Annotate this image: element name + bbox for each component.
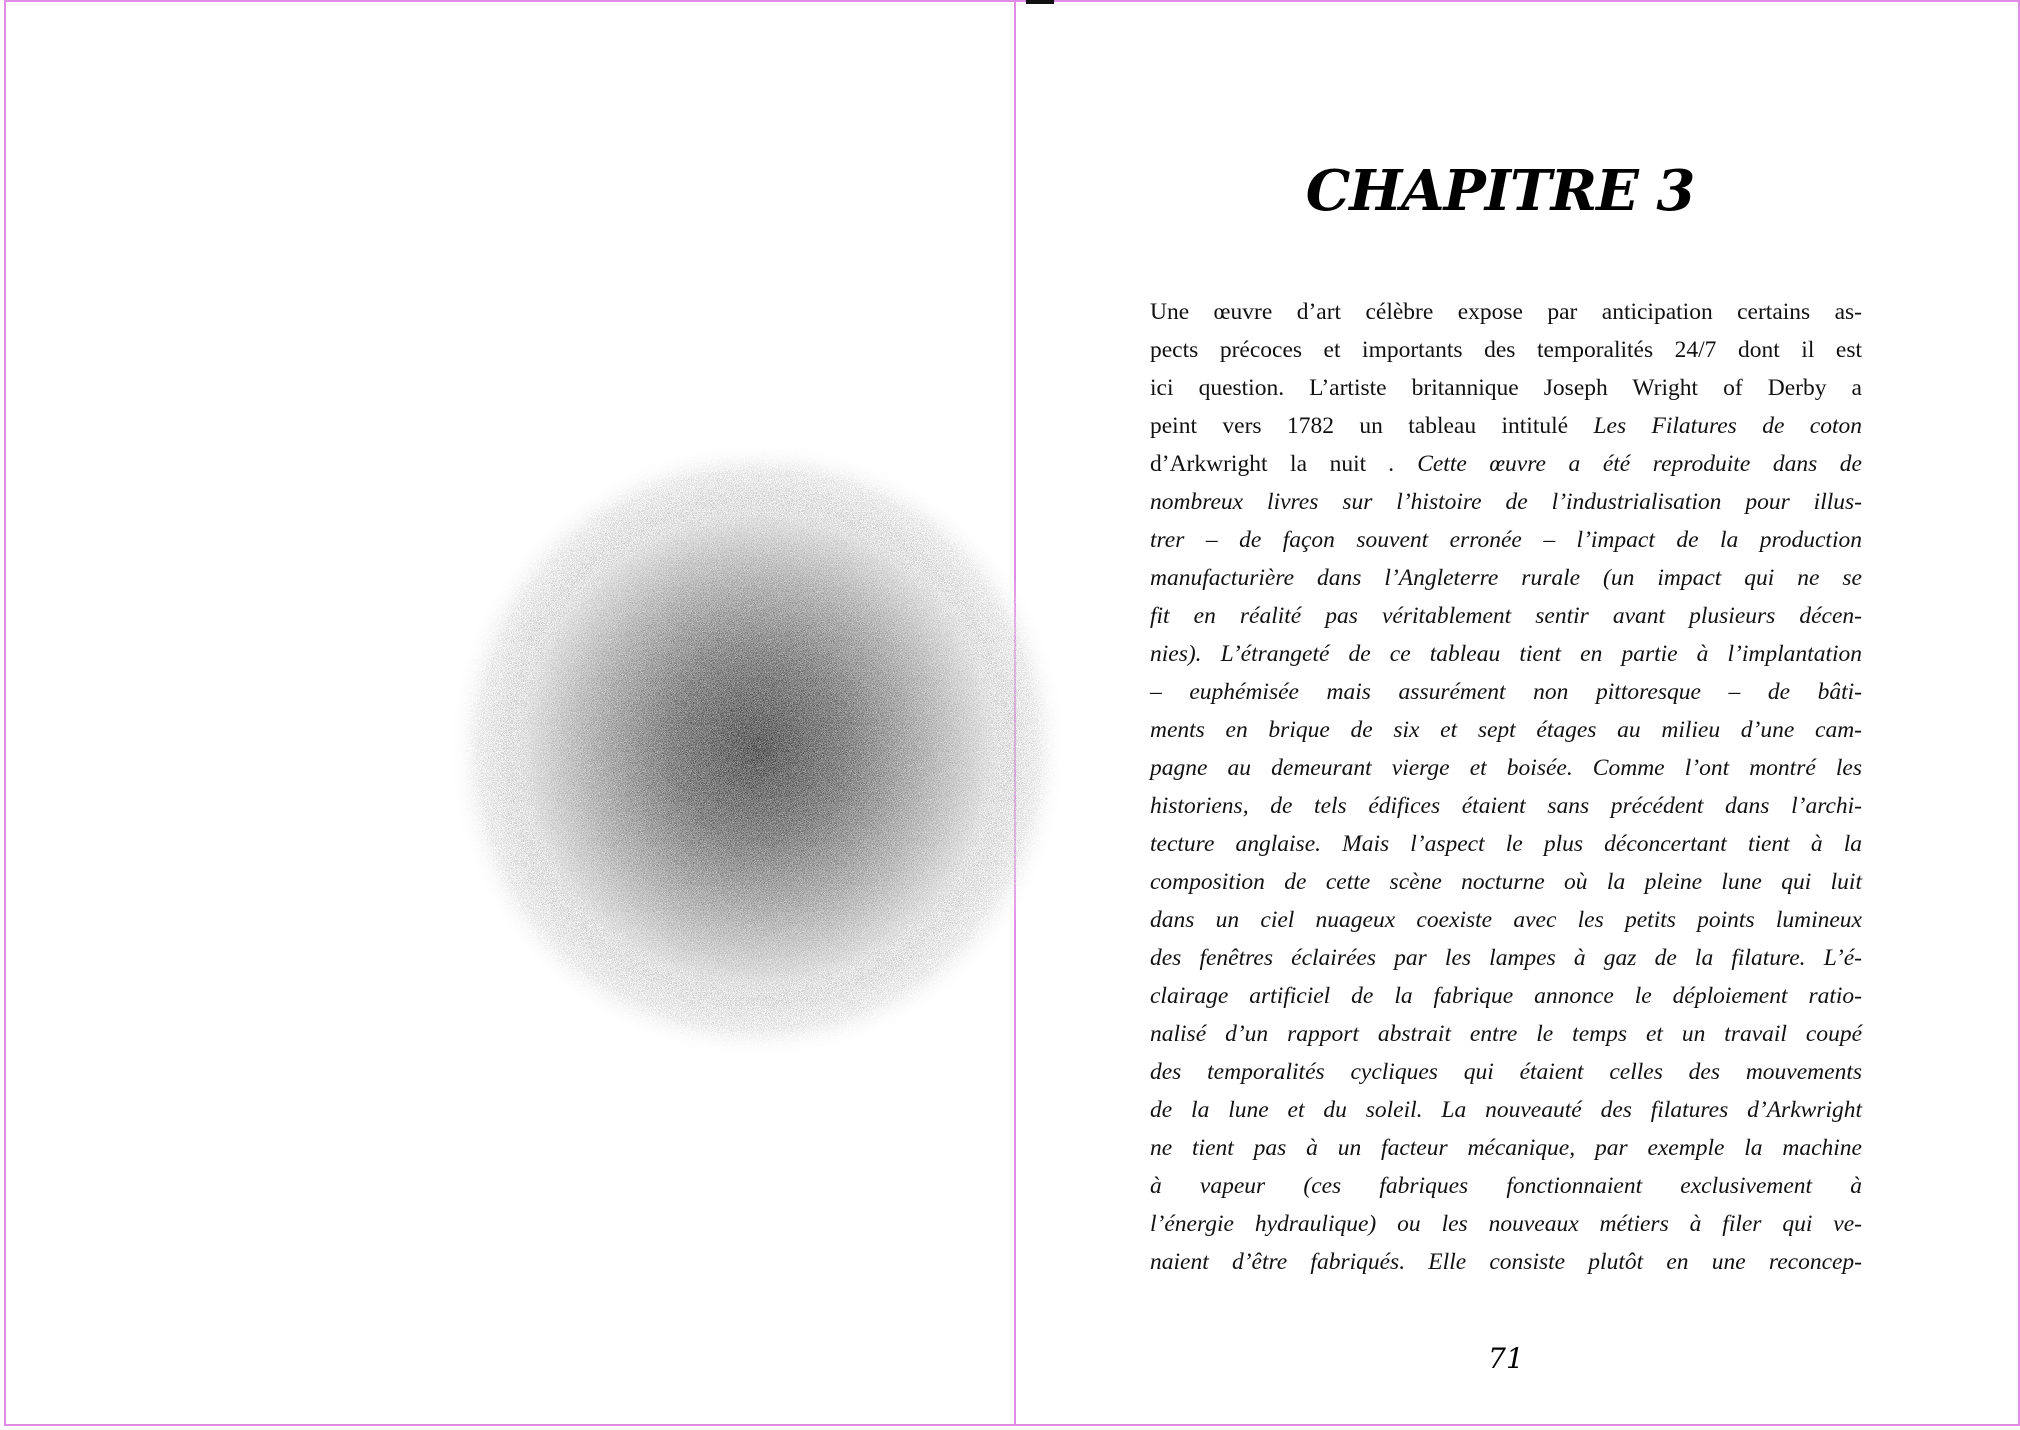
- text-line: nombreux livres sur l’histoire de l’industrialisation pour illus-: [1150, 489, 1862, 515]
- text-line: nalisé d’un rapport abstrait entre le temps et un travail coupé: [1150, 1021, 1862, 1047]
- text-line: peint vers 1782 un tableau intitulé Les Filatures de coton: [1150, 413, 1862, 439]
- body-text: [1150, 293, 1862, 1281]
- text-line: composition de cette scène nocturne où la pleine lune qui luit: [1150, 869, 1862, 895]
- text-line: des fenêtres éclairées par les lampes à gaz de la filature. L’é-: [1150, 945, 1862, 971]
- text-line: Une œuvre d’art célèbre expose par anticipation certains as-: [1150, 299, 1862, 325]
- text-line: des temporalités cycliques qui étaient celles des mouvements: [1150, 1059, 1862, 1085]
- text-line: de la lune et du soleil. La nouveauté des filatures d’Arkwright: [1150, 1097, 1862, 1123]
- text-line: fit en réalité pas véritablement sentir avant plusieurs décen-: [1150, 603, 1862, 629]
- text-line: l’énergie hydraulique) ou les nouveaux métiers à filer qui ve-: [1150, 1211, 1862, 1237]
- text-line: tecture anglaise. Mais l’aspect le plus déconcertant tient à la: [1150, 831, 1862, 857]
- text-line: trer – de façon souvent erronée – l’impact de la production: [1150, 527, 1862, 553]
- page-number: 71: [1488, 1342, 1524, 1375]
- text-line: clairage artificiel de la fabrique annonce le déploiement ratio-: [1150, 983, 1862, 1009]
- text-line: nies). L’étrangeté de ce tableau tient en partie à l’implantation: [1150, 641, 1862, 667]
- text-line: pagne au demeurant vierge et boisée. Comme l’ont montré les: [1150, 755, 1862, 781]
- text-line: à vapeur (ces fabriques fonctionnaient exclusivement à: [1150, 1173, 1862, 1199]
- text-line: dans un ciel nuageux coexiste avec les petits points lumineux: [1150, 907, 1862, 933]
- halftone-moon-illustration: [448, 430, 1068, 1070]
- text-line: d’Arkwright la nuit . Cette œuvre a été reproduite dans de: [1150, 451, 1862, 477]
- text-line: naient d’être fabriqués. Elle consiste plutôt en une reconcep-: [1150, 1249, 1862, 1275]
- text-line: ments en brique de six et sept étages au milieu d’une cam-: [1150, 717, 1862, 743]
- text-line: manufacturière dans l’Angleterre rurale (un impact qui ne se: [1150, 565, 1862, 591]
- spine-mark: [1026, 0, 1054, 4]
- text-line: pects précoces et importants des temporalités 24/7 dont il est: [1150, 337, 1862, 363]
- text-line: historiens, de tels édifices étaient sans précédent dans l’archi-: [1150, 793, 1862, 819]
- text-line: ici question. L’artiste britannique Joseph Wright of Derby a: [1150, 375, 1862, 401]
- text-line: – euphémisée mais assurément non pittoresque – de bâti-: [1150, 679, 1862, 705]
- text-line: ne tient pas à un facteur mécanique, par exemple la machine: [1150, 1135, 1862, 1161]
- chapter-title: CHAPITRE 3: [1305, 158, 1695, 224]
